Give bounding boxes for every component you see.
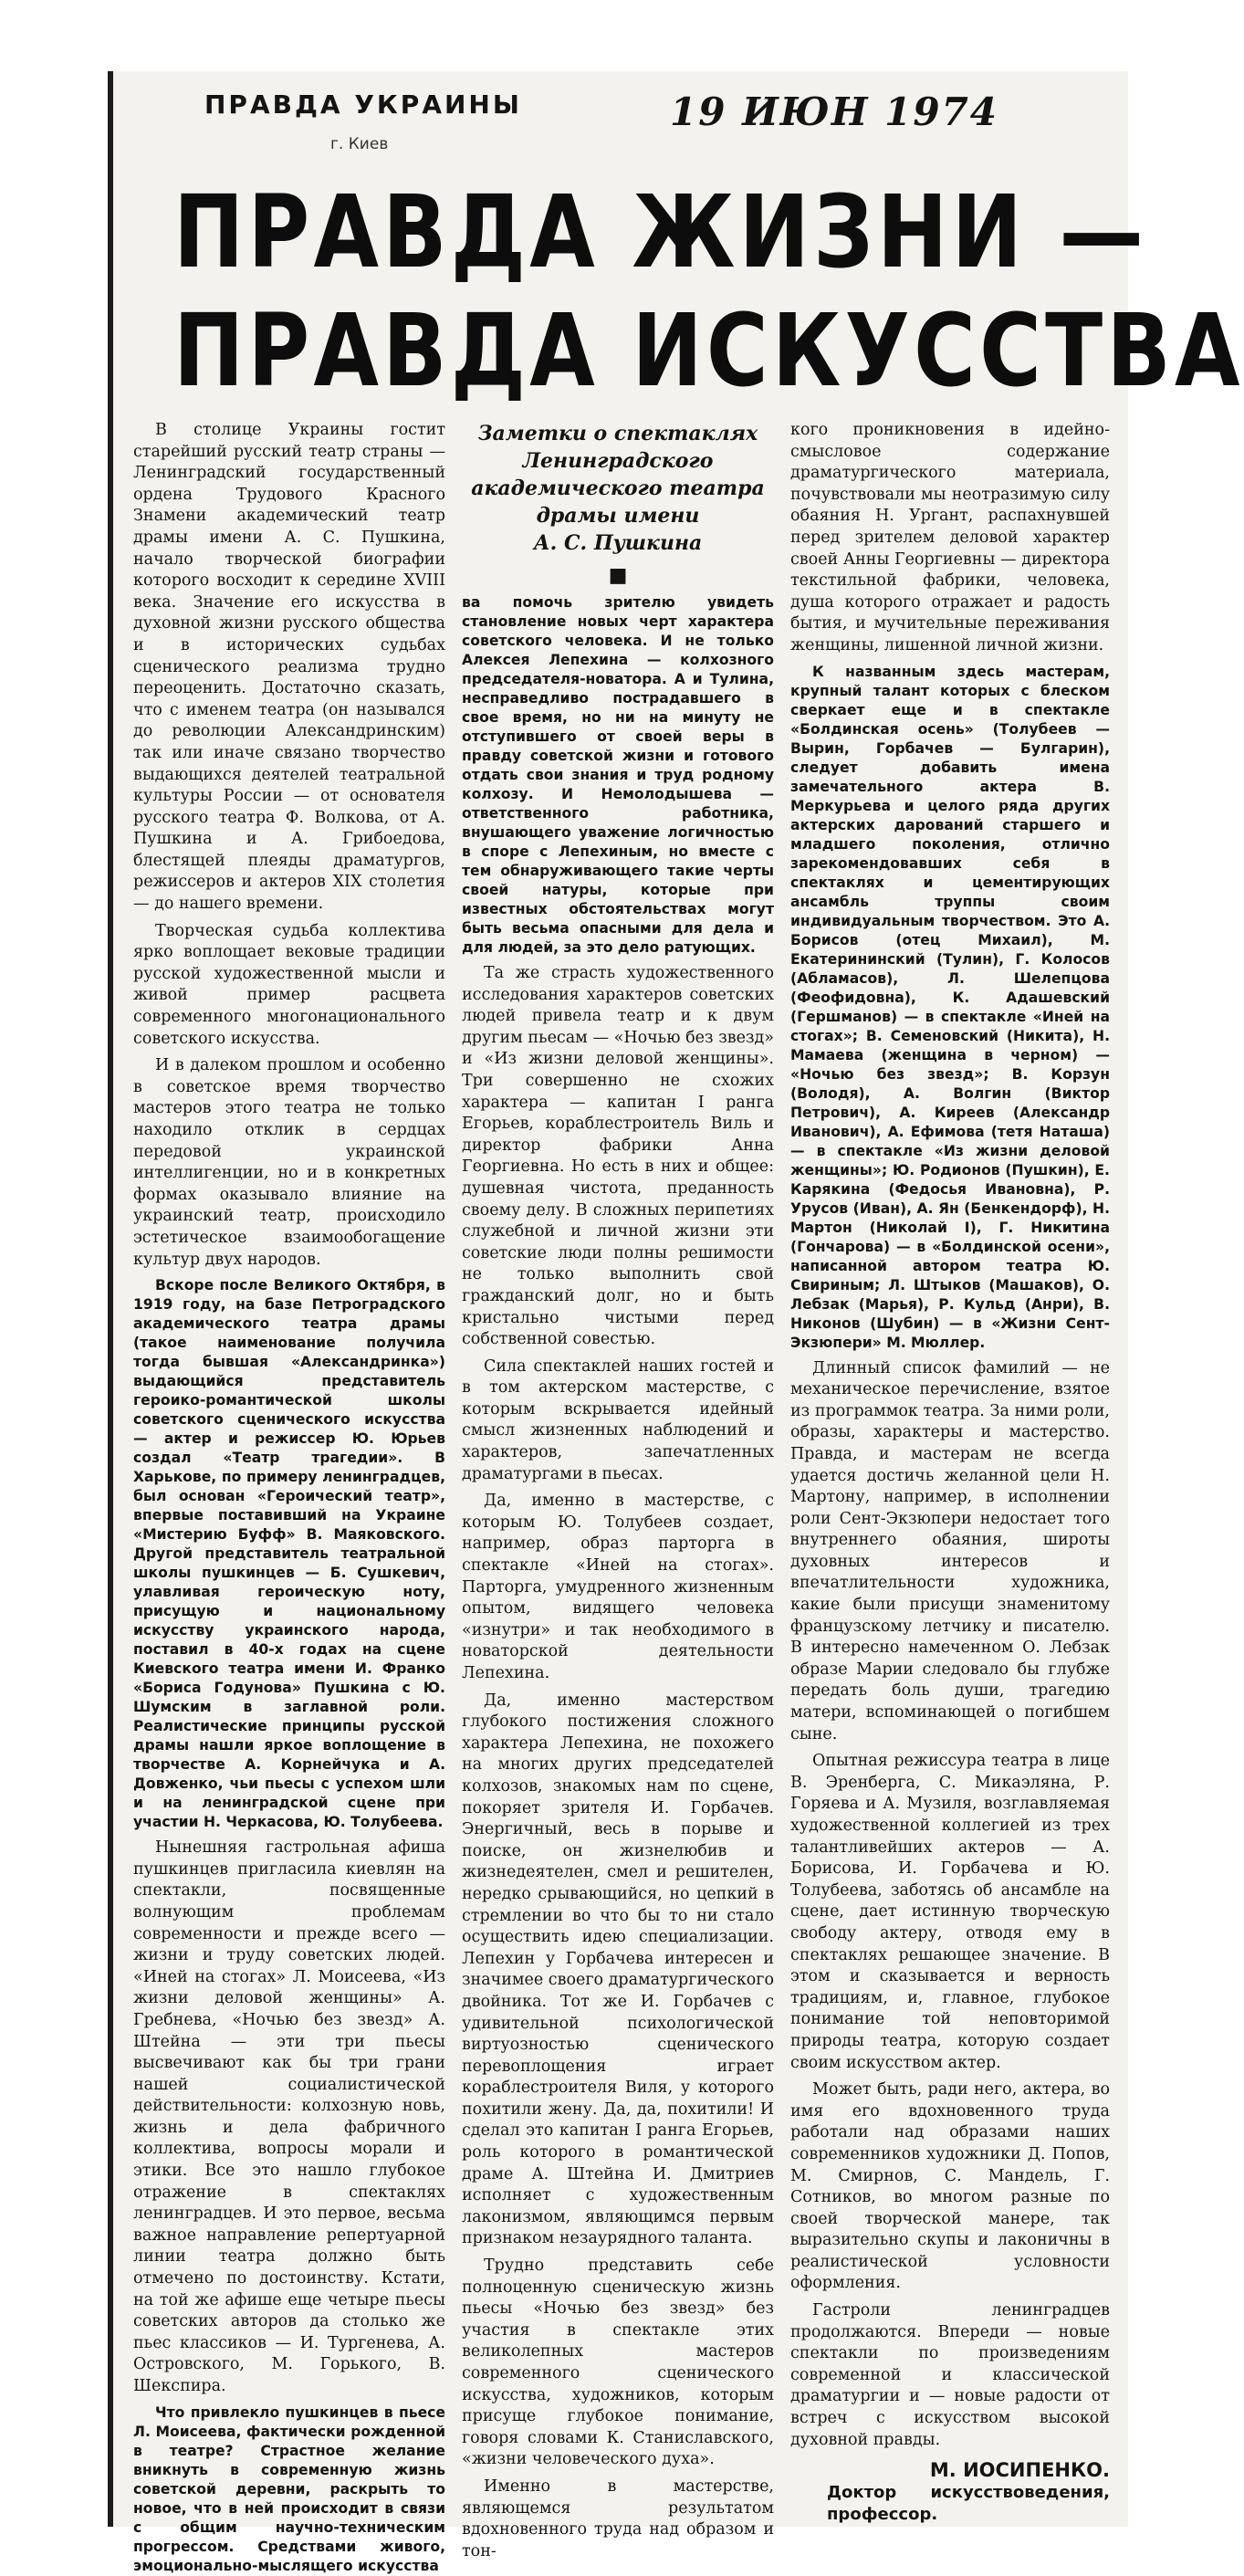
subtitle-line: академического театра <box>471 476 765 500</box>
article-subtitle <box>462 420 774 557</box>
author-name: М. ИОСИПЕНКО. <box>929 2459 1110 2482</box>
paragraph: Трудно представить себе полноценную сценическую жизнь пьесы «Ночью без звезд» без участия в спектакле этих великолепных мастеров современного сценического искусства, художников, которым присуще глубокое понимание, говоря словами К. Станиславского, «жизни человеческого духа». <box>462 2257 774 2469</box>
article-column-1 <box>133 420 445 2574</box>
subtitle-line: Заметки о спектаклях <box>477 422 758 445</box>
paragraph-bold: К названным здесь мастерам, крупный талант которых с блеском сверкает еще и в спектакле «Болдинская осень» (Толубеев — Вырин, Горбачев — Булгарин), следует добавить имена замечательного актера В. Меркурьева и целого ряда других актерских дарований старшего и младшего поколения, отлично зарекомендовавших себя в спектаклях и цементирующих ансамбль труппы своим индивидуальным творчеством. Это А. Борисов (отец Михаил), М. Екатерининский (Тулин), Г. Колосов (Абламасов), Л. Шелепцова (Феофидовна), К. Адашевский (Гершманов) — в спектакле «Иней на стогах»; В. Семеновский (Никита), Н. Мамаева (женщина в черном) — «Ночью без звезд»; В. Корзун (Володя), А. Волгин (Виктор Петрович), А. Киреев (Александр Иванович), А. Ефимова (тетя Наташа) — в спектакле «Из жизни деловой женщины»; Ю. Родионов (Пушкин), Е. Карякина (Федосья Ивановна), Р. Урусов (Иван), А. Ян (Бенкендорф), Н. Мартон (Николай I), Г. Никитина (Гончарова) — в «Болдинской осени», написанной автором театра Ю. Свириным; Л. Штыков (Машаков), О. Лебзак (Марья), Р. Кульд (Анри), В. Никонов (Шубин) — в «Жизни Сент-Экзюпери» М. Мюллер. <box>790 663 1110 1351</box>
article-column-3 <box>790 420 1110 2524</box>
paragraph: Длинный список фамилий — не механическое перечисление, взятое из программок театра. За ними роли, образы, характеры и мастерство. Правда, и мастерам не всегда удается достичь желанной цели Н. Мартону, например, в исполнении роли Сент-Экзюпери недостает того внутреннего обаяния, широты духовных интересов и впечатлительности художника, какие были присущи знаменитому французскому летчику и писателю. В интересно намеченном О. Лебзак образе Марии следовало бы глубже передать боль души, трагедию матери, вспоминающей о погибшем сыне. <box>790 1358 1110 1744</box>
paragraph: Именно в мастерстве, являющемся результатом вдохновенного труда над образом и тон- <box>462 2477 774 2560</box>
newspaper-name: ПРАВДА УКРАИНЫ <box>204 89 522 120</box>
paragraph: Опытная режиссура театра в лице В. Эренберга, С. Микаэляна, Р. Горяева и А. Музиля, возглавляемая художественной коллегией из трех талантливейших актеров — А. Борисова, И. Горбачева и Ю. Толубеева, заботясь об ансамбле на сцене, дает истинную творческую свободу актеру, отводя ему в спектаклях решающее значение. В этом и сказывается и верность традициям, и, главное, глубокое понимание той неповторимой природы театра, которую создает своим искусством актер. <box>790 1752 1110 2072</box>
paragraph: Сила спектаклей наших гостей и в том актерском мастерстве, с которым вскрывается идейный смысл жизненных наблюдений и характеров, запечатленных драматургами в пьесах. <box>462 1356 774 1483</box>
date-stamp: 19 ИЮН 1974 <box>670 89 999 134</box>
newspaper-clipping <box>108 71 1244 2574</box>
author-title: Доктор искусствоведения, профессор. <box>827 2482 1110 2524</box>
paragraph: Та же страсть художественного исследования характеров советских людей привела театр и к двум другим пьесам — «Ночью без звезд» и «Из жизни деловой женщины». Три совершенно не схожих характера — капитан I ранга Егорьев, кораблестроитель Виль и директор фабрики Анна Георгиевна. Но есть в них и общее: душевная чистота, преданность своему делу. В сложных перипетиях служебной и личной жизни эти советские люди полны решимости не только выполнить свой гражданский долг, но и быть кристально чистыми перед собственной совестью. <box>462 964 774 1349</box>
paragraph: Нынешняя гастрольная афиша пушкинцев пригласила киевлян на спектакли, посвященные волнующим проблемам современности и прежде всего — жизни и труду советских людей. «Иней на стогах» Л. Моисеева, «Из жизни деловой женщины» А. Гребнева, «Ночью без звезд» А. Штейна — эти три пьесы высвечивают как бы три грани нашей социалистической действительности: колхозную новь, жизнь и дела фабричного коллектива, вопросы морали и этики. Все это нашло глубокое отражение в спектаклях ленинградцев. И это первое, весьма важное направление репертуарной линии театра должно быть отмечено по достоинству. Кстати, на той же афише еще четыре пьесы советских авторов да столько же пьес классиков — И. Тургенева, А. Островского, М. Горького, В. Шекспира. <box>133 1838 445 2395</box>
paragraph: кого проникновения в идейно-смысловое содержание драматургического материала, почувствовали мы неотразимую силу обаяния Н. Ургант, распахнувшей перед зрителем деловой характер своей Анны Георгиевны — директора текстильной фабрики, человека, душа которого отражает и радость бытия, и мучительные переживания женщины, лишенной личной жизни. <box>790 421 1110 654</box>
subtitle-line: А. С. Пушкина <box>533 531 703 555</box>
paragraph-bold: Что привлекло пушкинцев в пьесе Л. Моисеева, фактически рожденной в театре? Страстное желание вникнуть в современную жизнь советской деревни, раскрыть то новое, что в ней происходит в связи с общим научно-техническим прогрессом. Средствами живого, эмоционально-мыслящего искусства <box>133 2403 445 2574</box>
paragraph: Да, именно в мастерстве, с которым Ю. Толубеев создает, например, образ парторга в спектакле «Иней на стогах». Парторга, умудренного жизненным опытом, видящего человека «изнутри» и так необходимого в новаторской деятельности Лепехина. <box>462 1492 774 1682</box>
paragraph-bold: Вскоре после Великого Октября, в 1919 году, на базе Петроградского академического театра драмы (такое наименование получила тогда бывшая «Александринка») выдающийся представитель героико-романтической школы советского сценического искусства — актер и режиссер Ю. Юрьев создал «Театр трагедии». В Харькове, по примеру ленинградцев, был основан «Героический театр», впервые поставивший на Украине «Мистерию Буфф» В. Маяковского. Другой представитель театральной школы пушкинцев — Б. Сушкевич, улавливая героическую ноту, присущую и национальному искусству украинского народа, поставил в 40-х годах на сцене Киевского театра имени И. Франко «Бориса Годунова» Пушкина с Ю. Шумским в заглавной роли. Реалистические принципы русской драмы нашли яркое воплощение в творчестве А. Корнейчука и А. Довженко, чьи пьесы с успехом шли и на ленинградской сцене при участии Н. Черкасова, Ю. Толубеева. <box>133 1277 445 1831</box>
headline-line-1: ПРАВДА ЖИЗНИ — <box>173 173 1148 290</box>
square-mark-icon: ■ <box>608 564 628 587</box>
paragraph: Да, именно мастерством глубокого постижения сложного характера Лепехина, не похожего на многих других председателей колхозов, знакомых нам по сцене, покоряет зрителя И. Горбачев. Энергичный, весь в порыве и поиске, он жизнелюбив и жизнедеятелен, смел и решителен, нередко срывающийся, но цепкий в стремлении во что бы то ни стало осуществить идею специализации. Лепехин у Горбачева интересен и значимее своего драматургического двойника. Тот же И. Горбачев с удивительной психологической виртуозностью сценического перевоплощения играет кораблестроителя Виля, у которого похитили жену. Да, да, похитили! И сделал это капитан I ранга Егорьев, роль которого в романтической драме А. Штейна И. Дмитриев исполняет с художественным лаконизмом, являющимся первым признаком незаурядного таланта. <box>462 1691 774 2248</box>
article-column-2 <box>462 420 774 2560</box>
subtitle-line: драмы имени <box>536 504 700 528</box>
city-label: г. Киев <box>330 135 389 153</box>
paragraph: И в далеком прошлом и особенно в советское время творчество мастеров этого театра не только находило отклик в сердцах передовой украинской интеллигенции, но и в конкретных формах оказывало влияние на украинский театр, происходило эстетическое взаимообогащение культур двух народов. <box>133 1056 445 1269</box>
paragraph: В столице Украины гостит старейший русский театр страны — Ленинградский государственный ордена Трудового Красного Знамени академический театр драмы имени А. С. Пушкина, начало творческой биографии которого восходит к середине XVIII века. Значение его искусства в духовной жизни русского общества и в исторических судьбах сценического реализма трудно переоценить. Достаточно сказать, что с именем театра (он назывался до революции Александринским) так или иначе связано творчество выдающихся деятелей театральной культуры России — от основателя русского театра Ф. Волкова, от А. Пушкина и А. Грибоедова, блестящей плеяды драматургов, режиссеров и актеров XIX столетия — до нашего времени. <box>133 421 445 914</box>
paragraph: Гастроли ленинградцев продолжаются. Впереди — новые спектакли по произведениям современной и классической драматургии и — новые радости от встреч с искусством высокой духовной правды. <box>790 2301 1110 2449</box>
subtitle-line: Ленинградского <box>522 449 714 473</box>
paragraph: Может быть, ради него, актера, во имя его вдохновенного труда работали над образами наших современников художники Д. Попов, М. Смирнов, С. Мандель, Г. Сотников, во многом разные по своей творческой манере, так выразительно скупы и лаконичны в реалистической условности оформления. <box>790 2080 1110 2293</box>
paragraph-bold: ва помочь зрителю увидеть становление новых черт характера советского человека. И не только Алексея Лепехина — колхозного председателя-новатора. А и Тулина, несправедливо пострадавшего в свое время, но ни на минуту не отступившего от своей веры в правду советской жизни и готового отдать свои знания и труд родному колхозу. И Немолодышева — ответственного работника, внушающего уважение логичностью в споре с Лепехиным, но вместе с тем обнаруживающего такие черты своей натуры, которые при известных обстоятельствах могут быть весьма опасными для дела и для людей, за это дело ратующих. <box>462 594 774 956</box>
paragraph: Творческая судьба коллектива ярко воплощает вековые традиции русской художественной мысли и живой пример расцвета современного многонационального советского искусства. <box>133 921 445 1048</box>
headline-line-2: ПРАВДА ИСКУССТВА <box>173 292 1244 409</box>
